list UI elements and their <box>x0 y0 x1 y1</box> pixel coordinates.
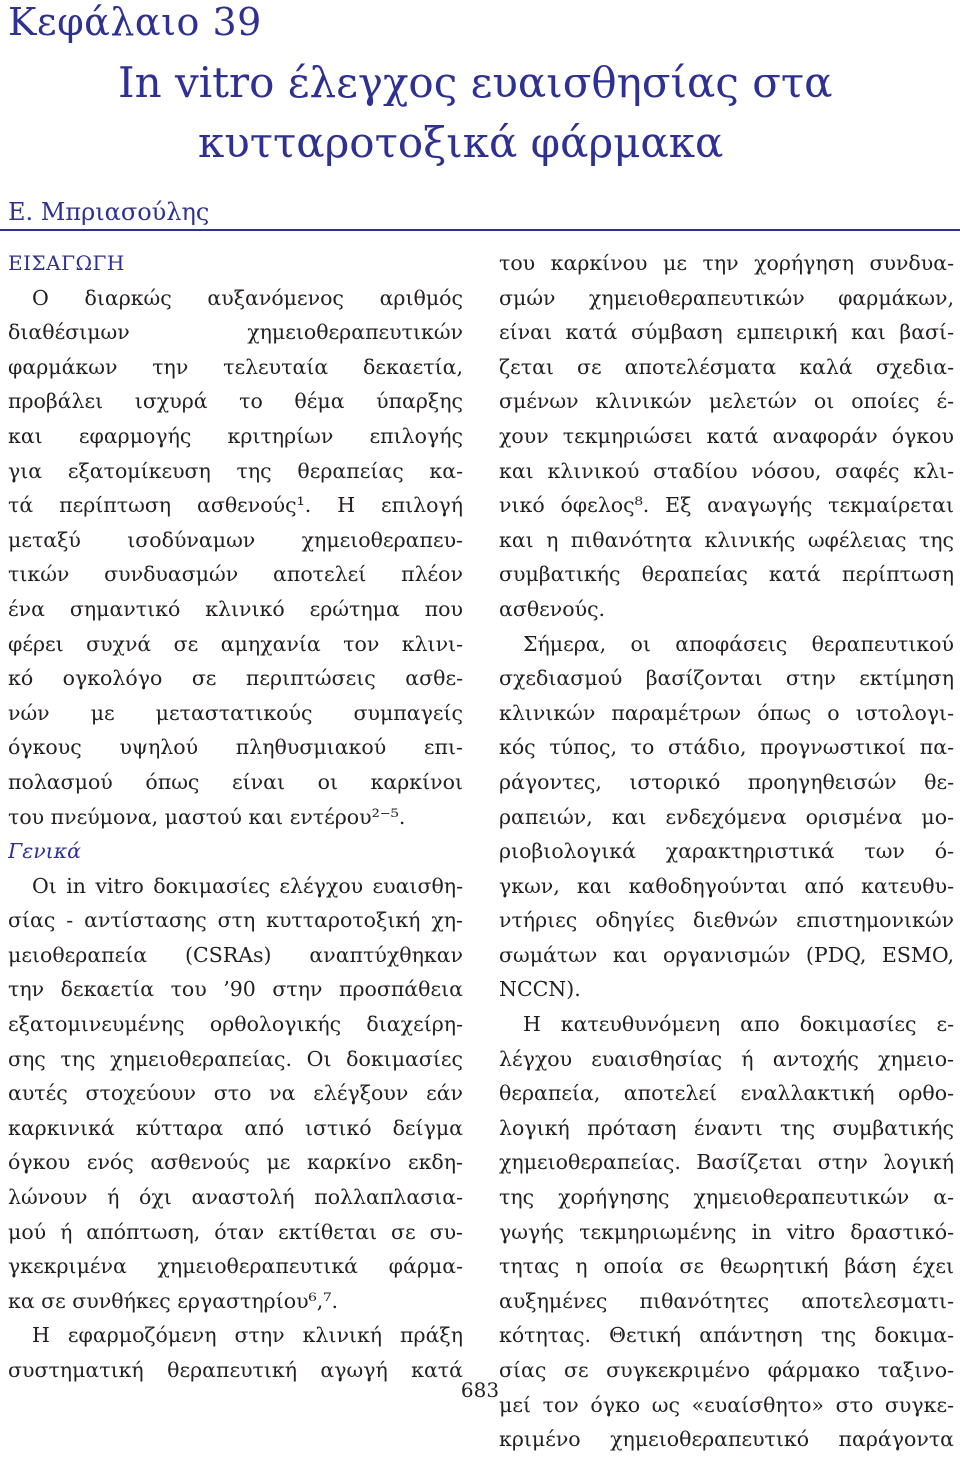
chapter-title-line-2: κυτταροτοξικά φάρμακα <box>198 118 724 167</box>
text-line: εξατομινευμένης ορθολογικής διαχείρη- <box>8 1012 463 1037</box>
text-line: γκων, και καθοδηγούνται από κατευθυ- <box>499 873 954 898</box>
text-line: καρκινικά κύτταρα από ιστικό δείγμα <box>8 1115 463 1140</box>
text-line: σμών χημειοθεραπευτικών φαρμάκων, <box>499 285 954 310</box>
chapter-label: Κεφάλαιο 39 <box>8 0 262 44</box>
text-line: λέγχου ευαισθησίας ή αντοχής χημειο- <box>499 1046 954 1071</box>
text-line: όγκους υψηλού πληθυσμιακού επι- <box>8 735 463 760</box>
text-line: την δεκαετία του ’90 στην προσπάθεια <box>8 977 463 1002</box>
text-line: τικών συνδυασμών αποτελεί πλέον <box>8 562 463 587</box>
text-line: προβάλει ισχυρά το θέμα ύπαρξης <box>8 389 463 414</box>
text-line: NCCN). <box>499 977 581 1002</box>
text-line: μεταξύ ισοδύναμων χημειοθεραπευ- <box>8 527 463 552</box>
text-line: και η πιθανότητα κλινικής ωφέλειας της <box>499 527 954 552</box>
text-line: τητας η οποία σε θεωρητική βάση έχει <box>499 1254 954 1279</box>
text-line: κριμένο χημειοθεραπευτικό παράγοντα <box>499 1427 954 1452</box>
text-line: χημειοθεραπείας. Βασίζεται στην λογική <box>499 1150 954 1175</box>
text-line: συμβατικής θεραπείας κατά περίπτωση <box>499 562 954 587</box>
text-line: αυτές στοχεύουν στο να ελέγξουν εάν <box>8 1081 463 1106</box>
text-line: ασθενούς. <box>499 596 606 621</box>
page-number: 683 <box>460 1378 500 1402</box>
text-line: κός τύπος, το στάδιο, προγνωστικοί πα- <box>499 735 954 760</box>
text-line: σωμάτων και οργανισμών (PDQ, ESMO, <box>499 942 954 967</box>
text-line: του πνεύμονα, μαστού και εντέρου²⁻⁵. <box>8 804 406 829</box>
text-line: ριοβιολογικά χαρακτηριστικά των ό- <box>499 839 954 864</box>
text-line: ραπειών, και ενδεχόμενα ορισμένα μο- <box>499 804 954 829</box>
text-line: ντήριες οδηγίες διεθνών επιστημονικών <box>499 908 954 933</box>
text-line: σίας σε συγκεκριμένο φάρμακο ταξινο- <box>499 1358 954 1382</box>
text-line: μού ή απόπτωση, όταν εκτίθεται σε συ- <box>8 1219 463 1244</box>
text-line: χουν τεκμηριώσει κατά αναφοράν όγκου <box>499 423 954 448</box>
text-line: Η εφαρμοζόμενη στην κλινική πράξη <box>32 1323 463 1348</box>
text-line: Οι in vitro δοκιμασίες ελέγχου ευαισθη- <box>32 873 463 898</box>
text-line: διαθέσιμων χημειοθεραπευτικών <box>8 320 463 345</box>
text-line: σμένων κλινικών μελετών οι οποίες έ- <box>499 389 954 414</box>
text-line: σίας - αντίστασης στη κυτταροτοξική χη- <box>8 908 463 933</box>
text-line: όγκου ενός ασθενούς με καρκίνο εκδη- <box>8 1150 463 1175</box>
text-line: γωγής τεκμηριωμένης in vitro δραστικό- <box>499 1219 954 1244</box>
text-line: Η κατευθυνόμενη απο δοκιμασίες ε- <box>523 1012 954 1037</box>
text-line: φέρει συχνά σε αμηχανία τον κλινι- <box>8 631 463 656</box>
header-divider <box>0 229 960 231</box>
text-line: και κλινικού σταδίου νόσου, σαφές κλι- <box>499 458 954 483</box>
text-line: νικό όφελος⁸. Εξ αναγωγής τεκμαίρεται <box>499 493 954 518</box>
chapter-title-line-1: In vitro έλεγχος ευαισθησίας στα <box>118 58 833 107</box>
left-text-column <box>8 246 463 1388</box>
text-line: κλινικών παραμέτρων όπως ο ιστολογι- <box>499 700 954 725</box>
text-line: του καρκίνου με την χορήγηση συνδυα- <box>499 251 954 275</box>
text-line: αυξημένες πιθανότητες αποτελεσματι- <box>499 1288 954 1313</box>
text-line: θεραπεία, αποτελεί εναλλακτική ορθο- <box>499 1081 954 1106</box>
text-line: και εφαρμογής κριτηρίων επιλογής <box>8 423 463 448</box>
text-line: φαρμάκων την τελευταία δεκαετία, <box>8 354 463 379</box>
right-text-column <box>499 246 954 1457</box>
text-line: πολασμού όπως είναι οι καρκίνοι <box>8 769 463 794</box>
text-line: γκεκριμένα χημειοθεραπευτικά φάρμα- <box>8 1254 463 1279</box>
text-line: μεί τον όγκο ως «ευαίσθητο» στο συγκε- <box>499 1392 954 1417</box>
text-line: σχεδιασμού βασίζονται στην εκτίμηση <box>499 666 954 691</box>
text-line: Σήμερα, οι αποφάσεις θεραπευτικού <box>523 631 954 656</box>
text-line: μειοθεραπεία (CSRAs) αναπτύχθηκαν <box>8 942 463 967</box>
text-line: ένα σημαντικό κλινικό ερώτημα που <box>8 596 463 621</box>
text-line: συστηματική θεραπευτική αγωγή κατά <box>8 1358 463 1382</box>
section-subheading: Γενικά <box>8 839 82 864</box>
section-heading: ΕΙΣΑΓΩΓΗ <box>8 251 125 275</box>
text-line: σης της χημειοθεραπείας. Οι δοκιμασίες <box>8 1046 463 1071</box>
author-name: Ε. Μπριασούλης <box>8 198 210 226</box>
text-line: είναι κατά σύμβαση εμπειρική και βασί- <box>499 320 954 345</box>
text-line: νών με μεταστατικούς συμπαγείς <box>8 700 463 725</box>
text-line: ζεται σε αποτελέσματα καλά σχεδια- <box>499 354 954 379</box>
text-line: κότητας. Θετική απάντηση της δοκιμα- <box>499 1323 954 1348</box>
text-line: Ο διαρκώς αυξανόμενος αριθμός <box>32 285 463 310</box>
text-line: λογική πρόταση έναντι της συμβατικής <box>499 1115 954 1140</box>
text-line: κό ογκολόγο σε περιπτώσεις ασθε- <box>8 666 463 691</box>
text-line: λώνουν ή όχι αναστολή πολλαπλασια- <box>8 1185 463 1210</box>
text-line: για εξατομίκευση της θεραπείας κα- <box>8 458 463 483</box>
text-line: της χορήγησης χημειοθεραπευτικών α- <box>499 1185 954 1210</box>
text-line: τά περίπτωση ασθενούς¹. Η επιλογή <box>8 493 463 518</box>
text-line: ράγοντες, ιστορικό προηγηθεισών θε- <box>499 769 954 794</box>
text-line: κα σε συνθήκες εργαστηρίου⁶,⁷. <box>8 1288 339 1313</box>
